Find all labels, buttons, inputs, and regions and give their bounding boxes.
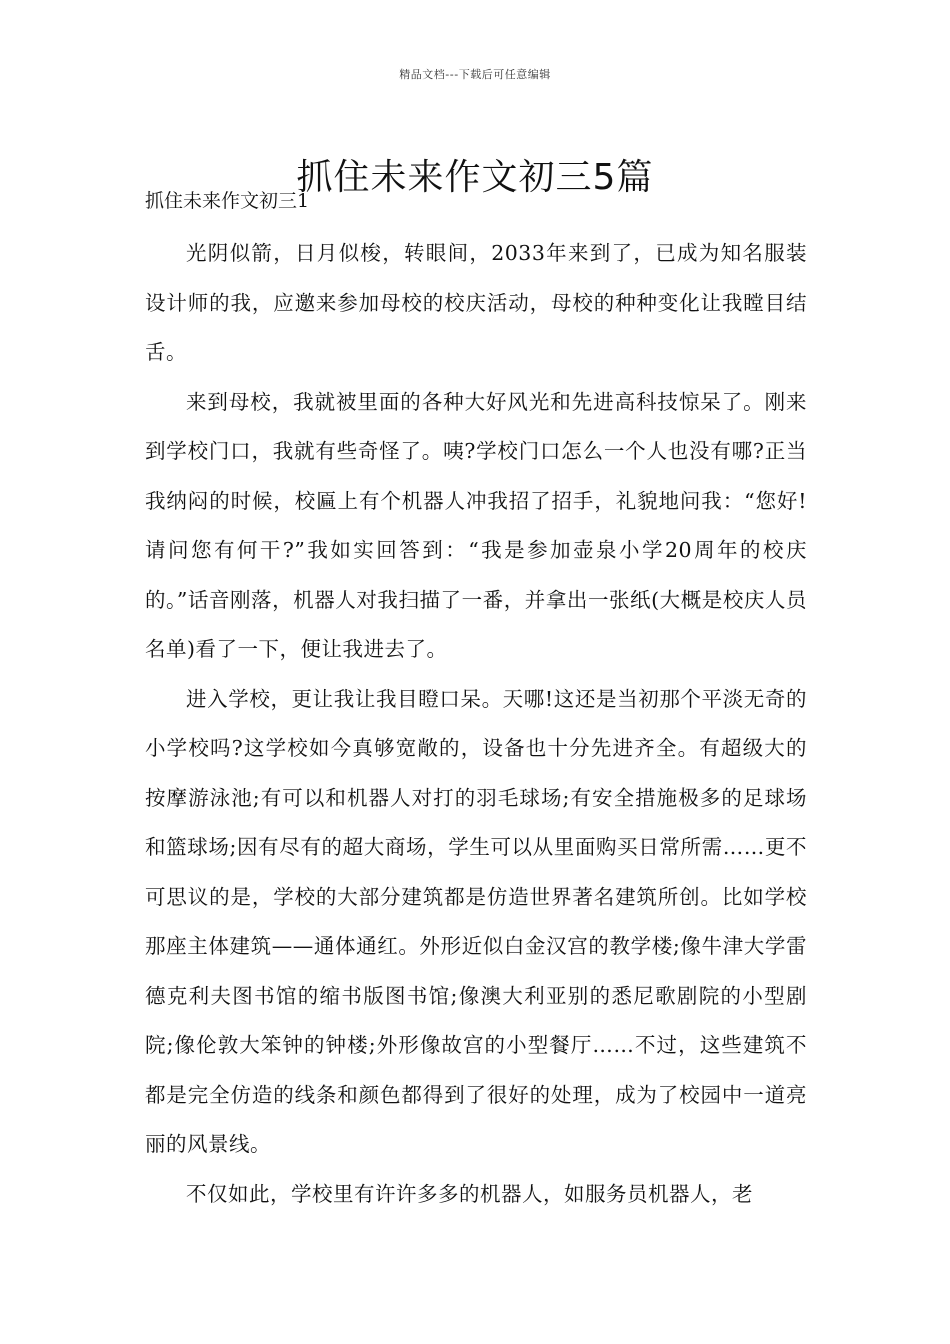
document-body (145, 183, 807, 1219)
paragraph-1: 光阴似箭，日月似梭，转眼间，2033年来到了，已成为知名服装设计师的我，应邀来参加母校的校庆活动，母校的种种变化让我瞠目结舌。 (145, 241, 807, 364)
document-title: 抓住未来作文初三5篇 (296, 157, 654, 199)
paragraph-4: 不仅如此，学校里有许许多多的机器人，如服务员机器人，老 (186, 1181, 753, 1206)
paragraph-2: 来到母校，我就被里面的各种大好风光和先进高科技惊呆了。刚来到学校门口，我就有些奇怪了。咦?学校门口怎么一个人也没有哪?正当我纳闷的时候，校匾上有个机器人冲我招了招手，礼貌地问我：“您好!请问您有何干?”我如实回答到：“我是参加壶泉小学20周年的校庆的。”话音刚落，机器人对我扫描了一番，并拿出一张纸(大概是校庆人员名单)看了一下，便让我进去了。 (145, 389, 807, 661)
paragraph-3: 进入学校，更让我让我目瞪口呆。天哪!这还是当初那个平淡无奇的小学校吗?这学校如今真够宽敞的，设备也十分先进齐全。有超级大的按摩游泳池;有可以和机器人对打的羽毛球场;有安全措施极多的足球场和篮球场;因有尽有的超大商场，学生可以从里面购买日常所需……更不可思议的是，学校的大部分建筑都是仿造世界著名建筑所创。比如学校那座主体建筑——通体通红。外形近似白金汉宫的教学楼;像牛津大学雷德克利夫图书馆的缩书版图书馆;像澳大利亚别的悉尼歌剧院的小型剧院;像伦敦大笨钟的钟楼;外形像故宫的小型餐厅……不过，这些建筑不都是完全仿造的线条和颜色都得到了很好的处理，成为了校园中一道亮丽的风景线。 (145, 686, 807, 1156)
page-header: 精品文档---下载后可任意编辑 (399, 68, 551, 81)
section-title: 抓住未来作文初三1 (145, 190, 310, 212)
